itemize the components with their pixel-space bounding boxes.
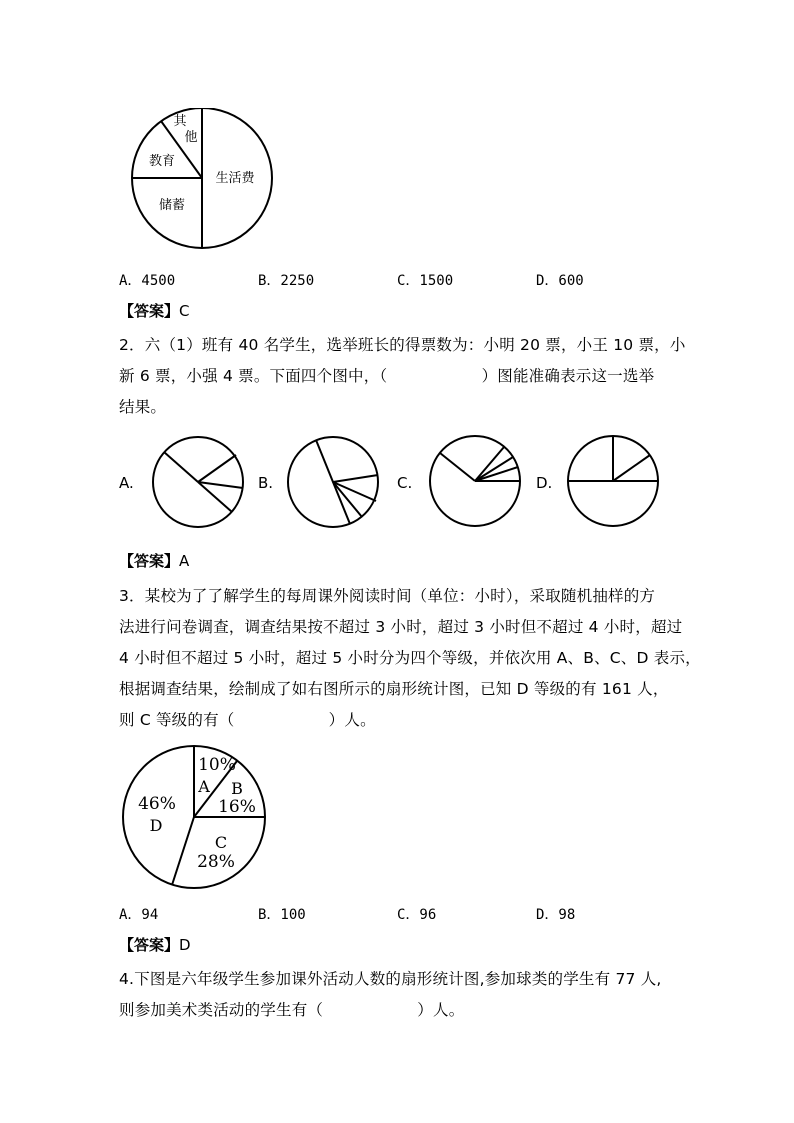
q3-option-c: C．96 — [397, 907, 437, 923]
q3-label-d-pct: 46% — [138, 794, 176, 814]
q2-option-b-label: B. — [258, 474, 274, 492]
q3-label-c: C — [214, 833, 228, 852]
q3-label-c-pct: 28% — [197, 852, 235, 872]
q2-answer — [119, 550, 189, 571]
q1-label-education: 教育 — [148, 154, 176, 169]
q3-line-2: 法进行问卷调查，调查结果按不超过 3 小时，超过 3 小时但不超过 4 小时，超过 — [119, 618, 683, 636]
q3-line-4: 根据调查结果，绘制成了如右图所示的扇形统计图，已知 D 等级的有 161 人， — [119, 680, 669, 698]
q3-option-b: B．100 — [258, 907, 306, 923]
q4-line-1: 4.下图是六年级学生参加课外活动人数的扇形统计图,参加球类的学生有 77 人, — [119, 970, 662, 988]
q1-answer-bracket: 【答案】 — [119, 302, 180, 320]
q2-answer-bracket: 【答案】 — [119, 552, 180, 570]
q1-option-b: B．2250 — [258, 273, 315, 289]
q3-option-a: A．94 — [119, 907, 159, 923]
q2-option-d-label: D. — [536, 474, 553, 492]
q1-label-other-2: 他 — [184, 130, 198, 145]
q1-label-living: 生活费 — [215, 171, 255, 186]
q1-option-d: D．600 — [536, 273, 584, 289]
q2-line-1: 2．六（1）班有 40 名学生，选举班长的得票数为：小明 20 票，小王 10 票，小 — [119, 336, 686, 354]
q2-line-2: 新 6 票，小强 4 票。下面四个图中，（ ）图能准确表示这一选举 — [119, 367, 655, 385]
q1-answer-value: C — [179, 302, 190, 320]
q2-pie-c — [428, 434, 522, 528]
q3-option-d: D．98 — [536, 907, 576, 923]
q1-label-other-1: 其 — [173, 114, 187, 129]
q3-line-3: 4 小时但不超过 5 小时，超过 5 小时分为四个等级，并依次用 A、B、C、D 表示， — [119, 649, 701, 667]
q2-pie-a — [150, 435, 246, 529]
q1-option-a: A．4500 — [119, 273, 176, 289]
q1-label-savings: 储蓄 — [158, 198, 186, 213]
q1-pie-chart — [128, 108, 276, 252]
q3-pie-chart — [120, 745, 270, 889]
q2-option-c-label: C. — [397, 474, 413, 492]
q2-option-a-label: A. — [119, 474, 134, 492]
q2-pie-d — [566, 434, 660, 528]
q2-answer-value: A — [179, 552, 190, 570]
q3-label-d: D — [149, 816, 163, 835]
q3-label-a: A — [198, 777, 210, 796]
q3-answer — [119, 934, 191, 955]
q1-option-c: C．1500 — [397, 273, 454, 289]
q3-answer-bracket: 【答案】 — [119, 936, 180, 954]
q2-pie-b — [285, 435, 381, 529]
q1-answer — [119, 300, 190, 321]
q3-label-b-pct: 16% — [218, 797, 256, 817]
q2-line-3: 结果。 — [119, 398, 167, 416]
q3-label-b: B — [231, 779, 243, 798]
q3-answer-value: D — [179, 936, 191, 954]
q3-label-a-pct: 10% — [198, 755, 236, 775]
q3-line-1: 3．某校为了了解学生的每周课外阅读时间（单位：小时），采取随机抽样的方 — [119, 587, 656, 605]
q3-line-5: 则 C 等级的有（ ）人。 — [119, 711, 376, 729]
q4-line-2: 则参加美术类活动的学生有（ ）人。 — [119, 1001, 465, 1019]
